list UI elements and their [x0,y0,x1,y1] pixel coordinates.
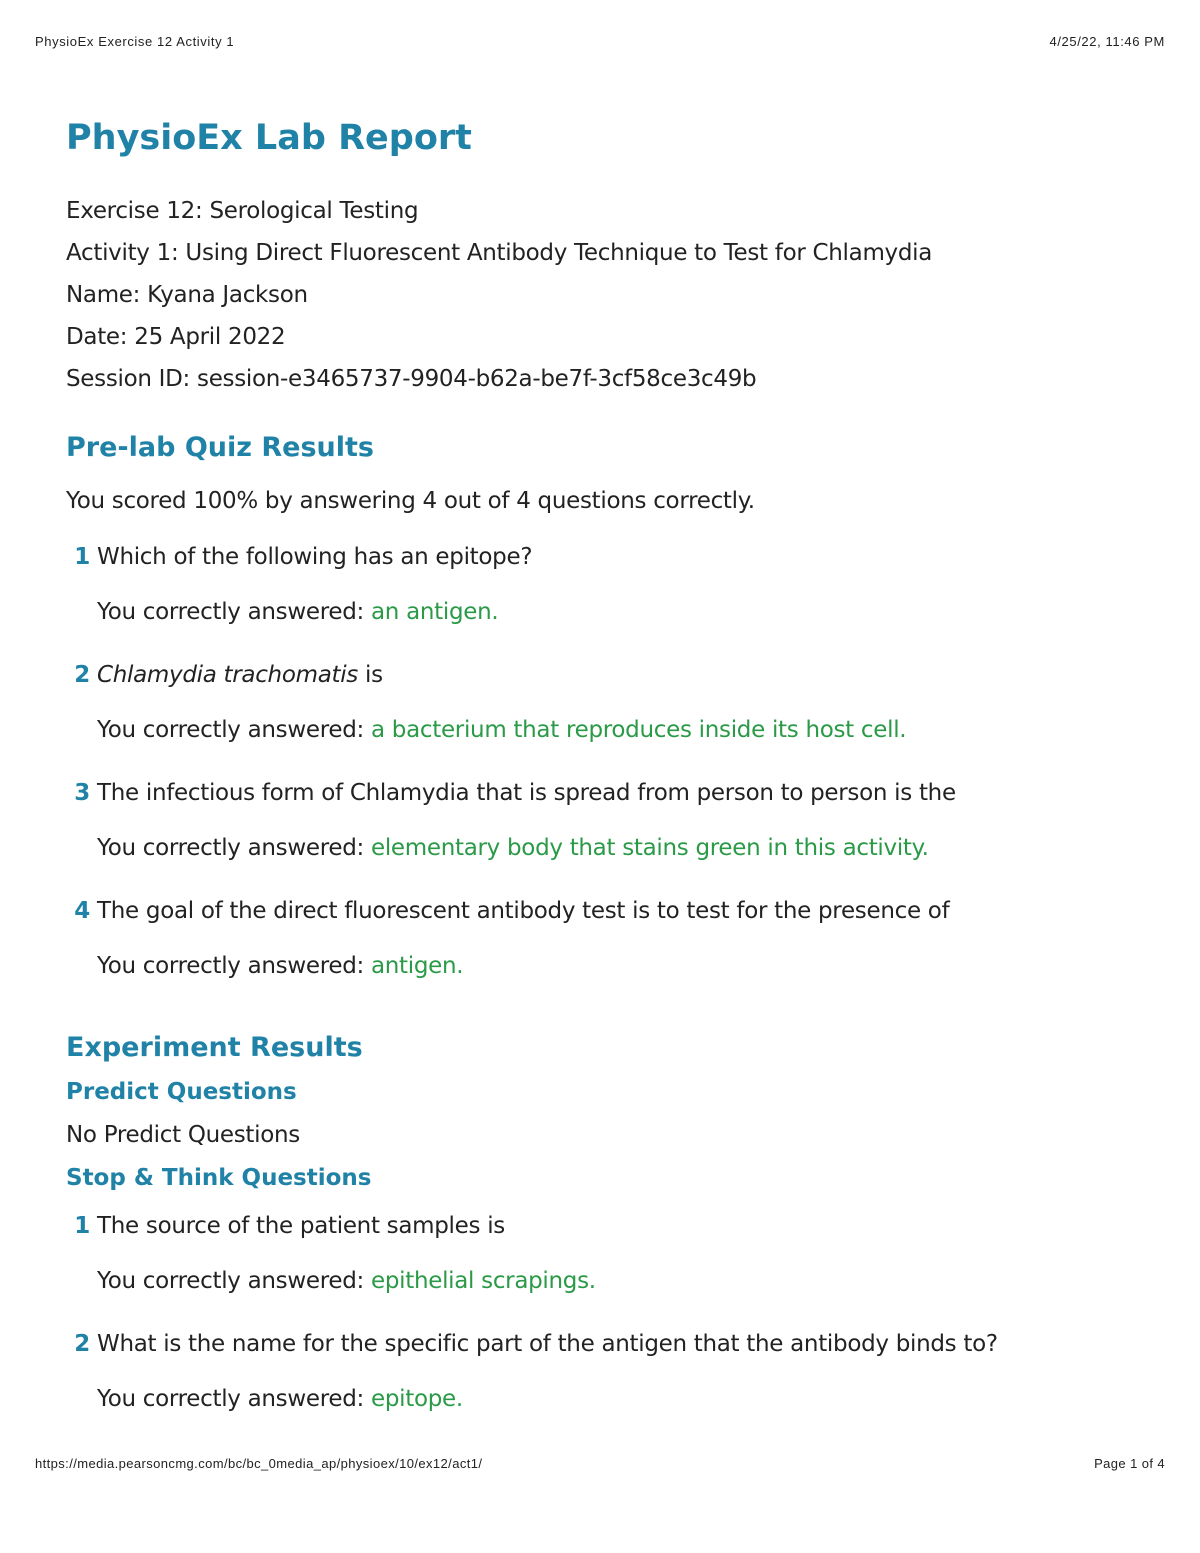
question-number: 2 [74,1331,90,1357]
report-title: PhysioEx Lab Report [66,118,472,158]
answer-prefix: You correctly answered: [97,835,371,861]
question-body: The source of the patient samples is [97,1213,505,1239]
prelab-section [66,428,1146,986]
name-line: Name: Kyana Jackson [66,282,308,308]
report-content [66,110,1146,1419]
stop-think-title: Stop & Think Questions [66,1165,372,1191]
question-number: 1 [74,544,90,570]
print-footer [35,1456,1165,1476]
print-header-datetime: 4/25/22, 11:46 PM [1049,34,1165,49]
question-body: The goal of the direct fluorescent antibody test is to test for the presence of [97,898,950,924]
prelab-title: Pre-lab Quiz Results [66,432,374,463]
stop-think-question-2 [66,1324,1146,1419]
answer-prefix: You correctly answered: [97,717,371,743]
answer-value: elementary body that stains green in this activity. [370,835,929,861]
print-header [35,34,1165,54]
answer-value: antigen. [370,953,464,979]
answer-line [66,828,1146,868]
answer-prefix: You correctly answered: [97,1268,371,1294]
page-url[interactable]: https://media.pearsoncmg.com/bc/bc_0media_ap/physioex/10/ex12/act1/ [35,1456,483,1471]
experiment-title: Experiment Results [66,1032,363,1063]
date-line: Date: 25 April 2022 [66,324,286,350]
exercise-line: Exercise 12: Serological Testing [66,198,419,224]
answer-value: a bacterium that reproduces inside its host cell. [370,717,907,743]
question-text [66,773,1146,813]
question-body-italic: Chlamydia trachomatis [97,662,358,688]
question-text [66,537,1146,577]
answer-prefix: You correctly answered: [97,953,371,979]
predict-text: No Predict Questions [66,1122,300,1148]
answer-line [66,1379,1146,1419]
question-body: Which of the following has an epitope? [97,544,533,570]
page-number: Page 1 of 4 [1094,1456,1165,1471]
answer-line [66,592,1146,632]
question-body: What is the name for the specific part of the antigen that the antibody binds to? [97,1331,998,1357]
question-number: 4 [74,898,90,924]
prelab-question-3 [66,773,1146,868]
question-number: 2 [74,662,90,688]
question-body: is [358,662,383,688]
question-text [66,1324,1146,1364]
predict-title: Predict Questions [66,1079,297,1105]
prelab-question-2 [66,655,1146,750]
question-text [66,655,1146,695]
prelab-question-1 [66,537,1146,632]
question-number: 1 [74,1213,90,1239]
answer-value: epitope. [370,1386,463,1412]
answer-line [66,710,1146,750]
prelab-question-4 [66,891,1146,986]
question-body: The infectious form of Chlamydia that is spread from person to person is the [97,780,956,806]
answer-value: an antigen. [370,599,499,625]
print-header-title: PhysioEx Exercise 12 Activity 1 [35,34,235,49]
answer-line [66,946,1146,986]
question-text [66,891,1146,931]
experiment-section [66,1028,1146,1419]
answer-prefix: You correctly answered: [97,599,371,625]
answer-value: epithelial scrapings. [370,1268,596,1294]
stop-think-question-1 [66,1206,1146,1301]
session-line: Session ID: session-e3465737-9904-b62a-be7f-3cf58ce3c49b [66,366,757,392]
answer-prefix: You correctly answered: [97,1386,371,1412]
activity-line: Activity 1: Using Direct Fluorescent Antibody Technique to Test for Chlamydia [66,240,933,266]
answer-line [66,1261,1146,1301]
question-number: 3 [74,780,90,806]
question-text [66,1206,1146,1246]
prelab-score: You scored 100% by answering 4 out of 4 questions correctly. [66,488,755,514]
report-meta [66,190,1146,400]
